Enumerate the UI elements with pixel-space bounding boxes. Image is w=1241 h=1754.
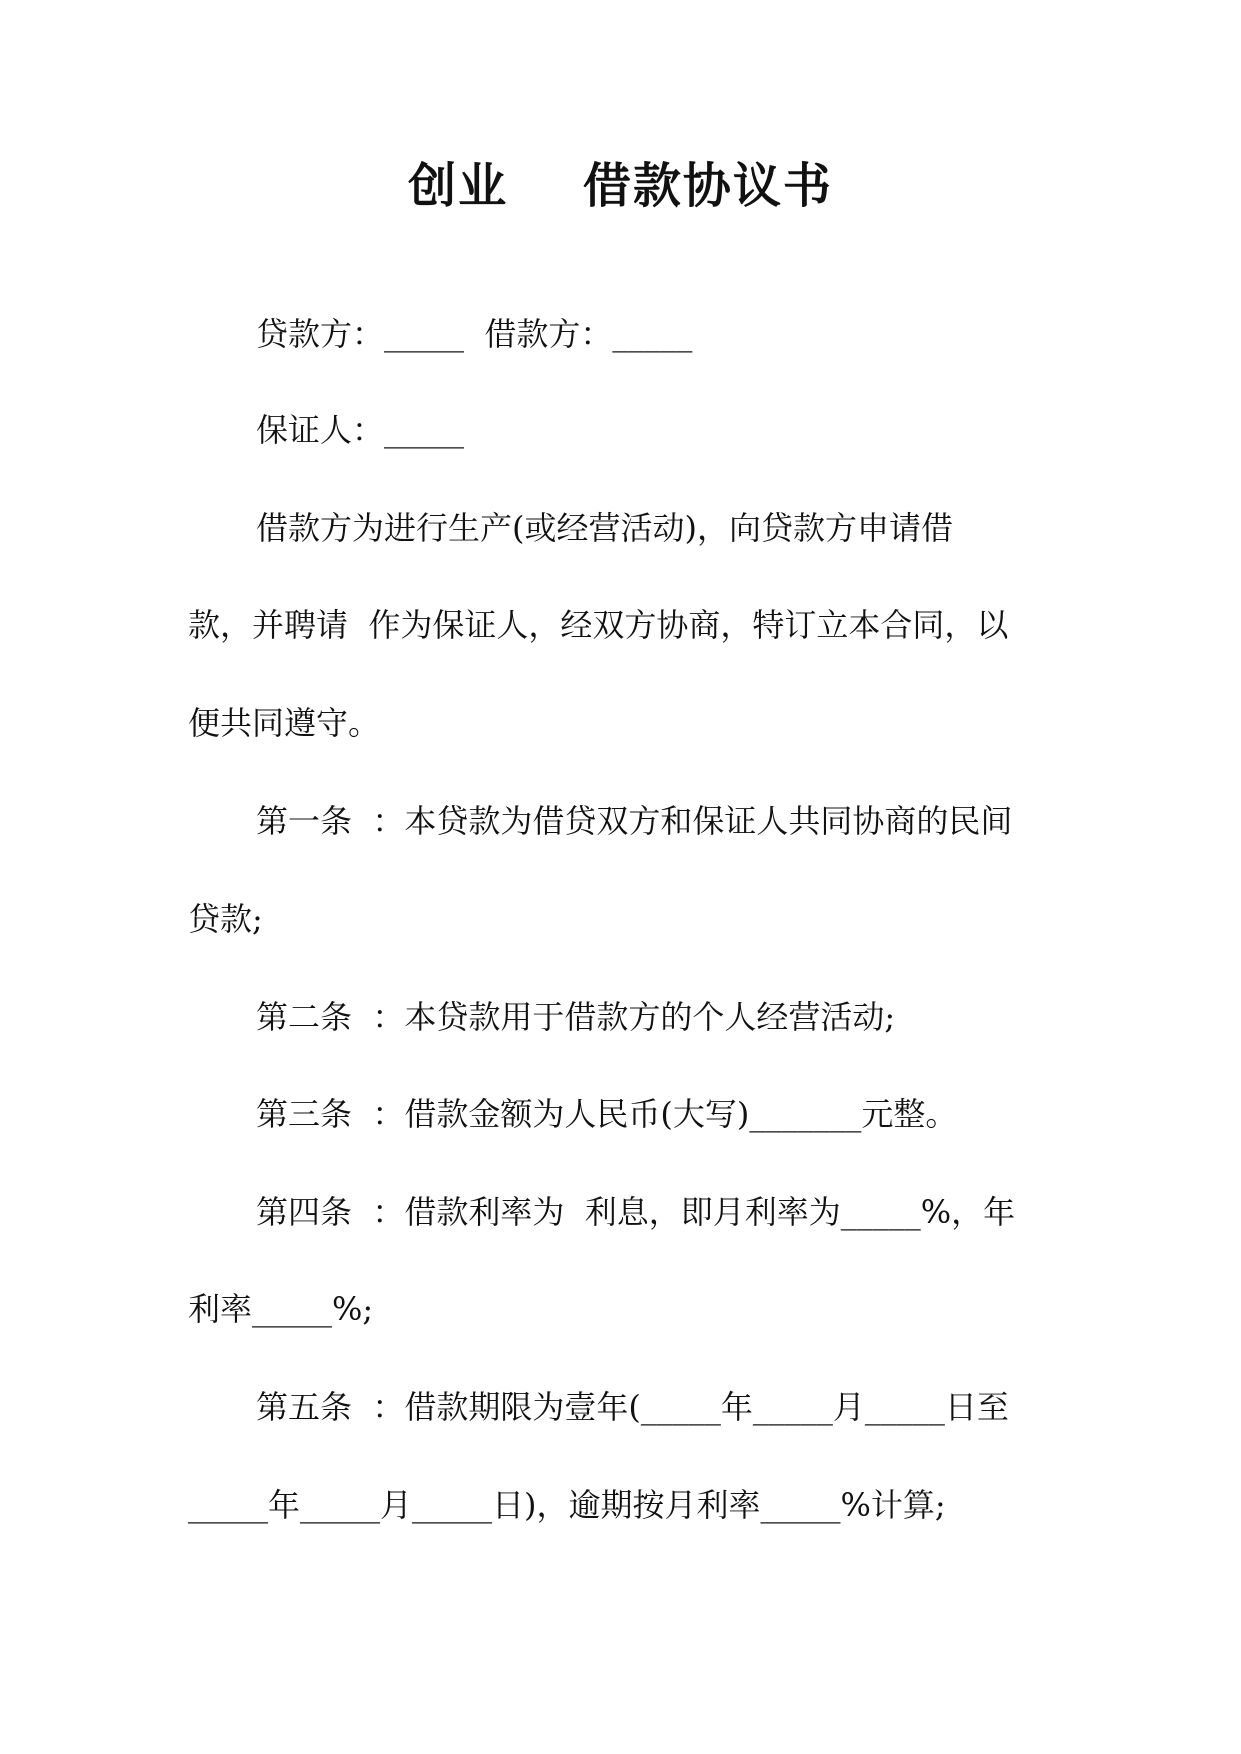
article-5-line-2: _____年_____月_____日)，逾期按月利率_____%计算;	[188, 1486, 946, 1524]
preamble-line-2: 款，并聘请 作为保证人，经双方协商，特订立本合同，以	[188, 606, 1009, 644]
document-title: 创业 借款协议书	[408, 158, 833, 214]
article-5-line-1: 第五条 ：借款期限为壹年(_____年_____月_____日至	[256, 1388, 1009, 1426]
article-2-line: 第二条 ：本贷款用于借款方的个人经营活动;	[256, 998, 896, 1036]
article-3-line: 第三条 ：借款金额为人民币(大写)_______元整。	[256, 1095, 958, 1133]
lender-borrower-line: 贷款方：_____ 借款方：_____	[256, 315, 693, 353]
article-4-line-2: 利率_____%;	[188, 1290, 374, 1328]
preamble-line-3: 便共同遵守。	[188, 704, 381, 742]
article-4-line-1: 第四条 ：借款利率为 利息，即月利率为_____%，年	[256, 1193, 1016, 1231]
article-1-line-2: 贷款;	[188, 900, 263, 938]
guarantor-line: 保证人：_____	[256, 411, 465, 449]
preamble-line-1: 借款方为进行生产(或经营活动)，向贷款方申请借	[256, 509, 953, 547]
article-1-line-1: 第一条 ：本贷款为借贷双方和保证人共同协商的民间	[256, 802, 1013, 840]
